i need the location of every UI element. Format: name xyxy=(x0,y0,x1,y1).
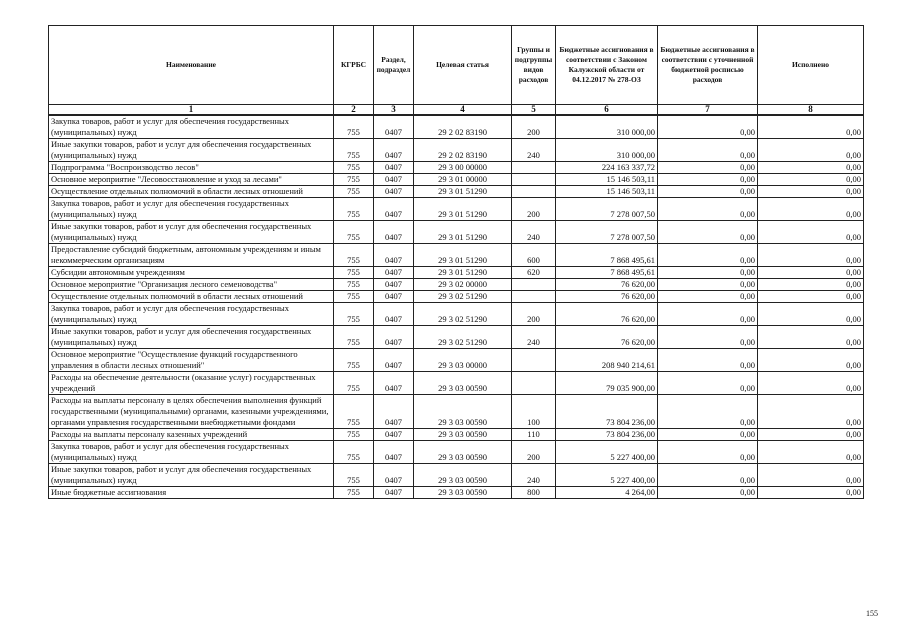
row-kgrbs: 755 xyxy=(334,487,374,499)
row-budget-refined: 0,00 xyxy=(658,162,758,174)
row-budget-law: 7 868 495,61 xyxy=(556,267,658,279)
row-executed: 0,00 xyxy=(758,303,864,326)
row-section: 0407 xyxy=(374,464,414,487)
row-target: 29 3 02 00000 xyxy=(414,279,512,291)
row-group: 600 xyxy=(512,244,556,267)
row-target: 29 3 03 00590 xyxy=(414,395,512,429)
row-budget-refined: 0,00 xyxy=(658,372,758,395)
row-name: Предоставление субсидий бюджетным, автономным учреждениям и иным некоммерческим организациям xyxy=(49,244,334,267)
row-executed: 0,00 xyxy=(758,139,864,162)
row-section: 0407 xyxy=(374,267,414,279)
row-budget-refined: 0,00 xyxy=(658,291,758,303)
row-section: 0407 xyxy=(374,244,414,267)
row-executed: 0,00 xyxy=(758,186,864,198)
row-name: Подпрограмма "Воспроизводство лесов" xyxy=(49,162,334,174)
column-number: 7 xyxy=(658,105,758,116)
row-executed: 0,00 xyxy=(758,372,864,395)
row-budget-refined: 0,00 xyxy=(658,221,758,244)
row-name: Иные закупки товаров, работ и услуг для обеспечения государственных (муниципальных) нужд xyxy=(49,464,334,487)
row-budget-law: 7 868 495,61 xyxy=(556,244,658,267)
row-executed: 0,00 xyxy=(758,174,864,186)
row-name: Закупка товаров, работ и услуг для обеспечения государственных (муниципальных) нужд xyxy=(49,441,334,464)
table-row xyxy=(49,487,864,499)
budget-table xyxy=(48,25,864,499)
row-kgrbs: 755 xyxy=(334,198,374,221)
row-kgrbs: 755 xyxy=(334,464,374,487)
row-group xyxy=(512,162,556,174)
table-row xyxy=(49,279,864,291)
table-row xyxy=(49,349,864,372)
row-target: 29 3 01 51290 xyxy=(414,186,512,198)
row-budget-law: 7 278 007,50 xyxy=(556,221,658,244)
row-executed: 0,00 xyxy=(758,349,864,372)
row-kgrbs: 755 xyxy=(334,441,374,464)
row-name: Расходы на выплаты персоналу казенных учреждений xyxy=(49,429,334,441)
row-budget-refined: 0,00 xyxy=(658,487,758,499)
row-budget-refined: 0,00 xyxy=(658,349,758,372)
row-kgrbs: 755 xyxy=(334,162,374,174)
row-group: 110 xyxy=(512,429,556,441)
row-executed: 0,00 xyxy=(758,244,864,267)
row-target: 29 2 02 83190 xyxy=(414,115,512,139)
row-section: 0407 xyxy=(374,326,414,349)
row-kgrbs: 755 xyxy=(334,372,374,395)
header-name: Наименование xyxy=(49,26,334,105)
row-executed: 0,00 xyxy=(758,487,864,499)
row-budget-law: 73 804 236,00 xyxy=(556,429,658,441)
row-target: 29 3 01 51290 xyxy=(414,267,512,279)
row-name: Осуществление отдельных полномочий в области лесных отношений xyxy=(49,291,334,303)
row-group: 100 xyxy=(512,395,556,429)
row-name: Иные закупки товаров, работ и услуг для обеспечения государственных (муниципальных) нужд xyxy=(49,326,334,349)
row-section: 0407 xyxy=(374,303,414,326)
row-name: Иные закупки товаров, работ и услуг для обеспечения государственных (муниципальных) нужд xyxy=(49,221,334,244)
row-section: 0407 xyxy=(374,487,414,499)
header-kgrbs: КГРБС xyxy=(334,26,374,105)
row-group: 240 xyxy=(512,464,556,487)
table-row xyxy=(49,162,864,174)
row-name: Основное мероприятие "Лесовосстановление и уход за лесами" xyxy=(49,174,334,186)
table-row xyxy=(49,115,864,139)
row-kgrbs: 755 xyxy=(334,115,374,139)
row-kgrbs: 755 xyxy=(334,291,374,303)
row-name: Закупка товаров, работ и услуг для обеспечения государственных (муниципальных) нужд xyxy=(49,115,334,139)
row-budget-law: 76 620,00 xyxy=(556,326,658,349)
row-executed: 0,00 xyxy=(758,115,864,139)
row-executed: 0,00 xyxy=(758,395,864,429)
row-kgrbs: 755 xyxy=(334,139,374,162)
row-name: Расходы на обеспечение деятельности (оказание услуг) государственных учреждений xyxy=(49,372,334,395)
row-group: 240 xyxy=(512,221,556,244)
row-name: Субсидии автономным учреждениям xyxy=(49,267,334,279)
table-row xyxy=(49,186,864,198)
row-budget-law: 310 000,00 xyxy=(556,139,658,162)
header-groups: Группы и подгруппы видов расходов xyxy=(512,26,556,105)
row-kgrbs: 755 xyxy=(334,221,374,244)
row-budget-law: 76 620,00 xyxy=(556,279,658,291)
row-executed: 0,00 xyxy=(758,291,864,303)
row-group xyxy=(512,291,556,303)
row-section: 0407 xyxy=(374,221,414,244)
column-number: 2 xyxy=(334,105,374,116)
row-section: 0407 xyxy=(374,395,414,429)
row-budget-law: 4 264,00 xyxy=(556,487,658,499)
row-group: 620 xyxy=(512,267,556,279)
row-target: 29 3 03 00590 xyxy=(414,372,512,395)
row-budget-law: 15 146 503,11 xyxy=(556,186,658,198)
header-executed: Исполнено xyxy=(758,26,864,105)
table-row xyxy=(49,267,864,279)
column-number: 3 xyxy=(374,105,414,116)
row-name: Иные закупки товаров, работ и услуг для обеспечения государственных (муниципальных) нужд xyxy=(49,139,334,162)
row-budget-refined: 0,00 xyxy=(658,244,758,267)
row-budget-refined: 0,00 xyxy=(658,441,758,464)
table-row xyxy=(49,174,864,186)
row-budget-refined: 0,00 xyxy=(658,464,758,487)
row-section: 0407 xyxy=(374,162,414,174)
row-group xyxy=(512,372,556,395)
row-target: 29 3 03 00590 xyxy=(414,464,512,487)
row-target: 29 3 01 51290 xyxy=(414,221,512,244)
row-name: Основное мероприятие "Организация лесного семеноводства" xyxy=(49,279,334,291)
row-target: 29 3 02 51290 xyxy=(414,303,512,326)
row-name: Закупка товаров, работ и услуг для обеспечения государственных (муниципальных) нужд xyxy=(49,303,334,326)
header-section: Раздел, подраздел xyxy=(374,26,414,105)
row-section: 0407 xyxy=(374,174,414,186)
row-budget-refined: 0,00 xyxy=(658,198,758,221)
row-executed: 0,00 xyxy=(758,162,864,174)
row-name: Осуществление отдельных полномочий в области лесных отношений xyxy=(49,186,334,198)
row-section: 0407 xyxy=(374,198,414,221)
row-target: 29 3 03 00000 xyxy=(414,349,512,372)
row-target: 29 3 01 00000 xyxy=(414,174,512,186)
row-budget-law: 73 804 236,00 xyxy=(556,395,658,429)
row-budget-refined: 0,00 xyxy=(658,395,758,429)
row-group xyxy=(512,349,556,372)
table-row xyxy=(49,372,864,395)
row-name: Иные бюджетные ассигнования xyxy=(49,487,334,499)
row-group: 240 xyxy=(512,139,556,162)
page-number: 155 xyxy=(866,609,878,618)
row-kgrbs: 755 xyxy=(334,279,374,291)
table-row xyxy=(49,244,864,267)
row-budget-refined: 0,00 xyxy=(658,279,758,291)
row-budget-refined: 0,00 xyxy=(658,115,758,139)
row-section: 0407 xyxy=(374,291,414,303)
row-target: 29 3 00 00000 xyxy=(414,162,512,174)
row-section: 0407 xyxy=(374,139,414,162)
table-row xyxy=(49,464,864,487)
table-row xyxy=(49,303,864,326)
row-executed: 0,00 xyxy=(758,429,864,441)
row-kgrbs: 755 xyxy=(334,429,374,441)
table-row xyxy=(49,395,864,429)
row-budget-law: 76 620,00 xyxy=(556,303,658,326)
row-kgrbs: 755 xyxy=(334,267,374,279)
row-target: 29 3 02 51290 xyxy=(414,326,512,349)
row-target: 29 3 03 00590 xyxy=(414,487,512,499)
table-body xyxy=(49,115,864,499)
row-name: Закупка товаров, работ и услуг для обеспечения государственных (муниципальных) нужд xyxy=(49,198,334,221)
row-target: 29 3 01 51290 xyxy=(414,244,512,267)
row-budget-refined: 0,00 xyxy=(658,174,758,186)
row-budget-law: 5 227 400,00 xyxy=(556,441,658,464)
column-number: 8 xyxy=(758,105,864,116)
row-executed: 0,00 xyxy=(758,279,864,291)
row-group: 200 xyxy=(512,198,556,221)
row-budget-refined: 0,00 xyxy=(658,267,758,279)
row-section: 0407 xyxy=(374,186,414,198)
row-group: 240 xyxy=(512,326,556,349)
row-budget-refined: 0,00 xyxy=(658,303,758,326)
column-number: 6 xyxy=(556,105,658,116)
row-kgrbs: 755 xyxy=(334,326,374,349)
row-section: 0407 xyxy=(374,115,414,139)
table-row xyxy=(49,441,864,464)
row-executed: 0,00 xyxy=(758,326,864,349)
row-group xyxy=(512,174,556,186)
row-executed: 0,00 xyxy=(758,198,864,221)
table-row xyxy=(49,429,864,441)
column-number: 5 xyxy=(512,105,556,116)
row-kgrbs: 755 xyxy=(334,186,374,198)
row-executed: 0,00 xyxy=(758,267,864,279)
row-budget-law: 310 000,00 xyxy=(556,115,658,139)
row-group xyxy=(512,186,556,198)
row-section: 0407 xyxy=(374,429,414,441)
row-section: 0407 xyxy=(374,349,414,372)
header-budget-law: Бюджетные ассигнования в соответствии с Законом Калужской области от 04.12.2017 № 278-ОЗ xyxy=(556,26,658,105)
row-group: 800 xyxy=(512,487,556,499)
header-target: Целевая статья xyxy=(414,26,512,105)
row-budget-refined: 0,00 xyxy=(658,186,758,198)
table-row xyxy=(49,326,864,349)
row-executed: 0,00 xyxy=(758,221,864,244)
row-group xyxy=(512,279,556,291)
row-budget-law: 79 035 900,00 xyxy=(556,372,658,395)
column-number: 1 xyxy=(49,105,334,116)
row-executed: 0,00 xyxy=(758,464,864,487)
row-executed: 0,00 xyxy=(758,441,864,464)
row-budget-law: 5 227 400,00 xyxy=(556,464,658,487)
row-target: 29 3 03 00590 xyxy=(414,429,512,441)
row-kgrbs: 755 xyxy=(334,244,374,267)
table-row xyxy=(49,291,864,303)
row-section: 0407 xyxy=(374,279,414,291)
row-kgrbs: 755 xyxy=(334,303,374,326)
table-row xyxy=(49,139,864,162)
row-budget-law: 224 163 337,72 xyxy=(556,162,658,174)
row-target: 29 3 01 51290 xyxy=(414,198,512,221)
row-group: 200 xyxy=(512,303,556,326)
row-budget-refined: 0,00 xyxy=(658,139,758,162)
row-kgrbs: 755 xyxy=(334,174,374,186)
row-target: 29 2 02 83190 xyxy=(414,139,512,162)
row-section: 0407 xyxy=(374,372,414,395)
row-target: 29 3 03 00590 xyxy=(414,441,512,464)
row-kgrbs: 755 xyxy=(334,395,374,429)
row-budget-refined: 0,00 xyxy=(658,326,758,349)
row-budget-law: 208 940 214,61 xyxy=(556,349,658,372)
header-budget-refined: Бюджетные ассигнования в соответствии с уточненной бюджетной росписью расходов xyxy=(658,26,758,105)
row-group: 200 xyxy=(512,115,556,139)
table-row xyxy=(49,221,864,244)
row-group: 200 xyxy=(512,441,556,464)
row-name: Расходы на выплаты персоналу в целях обеспечения выполнения функций государственными (муниципальными) органами, казенными учреждениями, органами управления государственными внебюджетными фондами xyxy=(49,395,334,429)
row-budget-law: 76 620,00 xyxy=(556,291,658,303)
row-budget-refined: 0,00 xyxy=(658,429,758,441)
row-budget-law: 15 146 503,11 xyxy=(556,174,658,186)
row-kgrbs: 755 xyxy=(334,349,374,372)
table-row xyxy=(49,198,864,221)
row-section: 0407 xyxy=(374,441,414,464)
column-number: 4 xyxy=(414,105,512,116)
row-name: Основное мероприятие "Осуществление функций государственного управления в области лесных отношений" xyxy=(49,349,334,372)
row-budget-law: 7 278 007,50 xyxy=(556,198,658,221)
row-target: 29 3 02 51290 xyxy=(414,291,512,303)
